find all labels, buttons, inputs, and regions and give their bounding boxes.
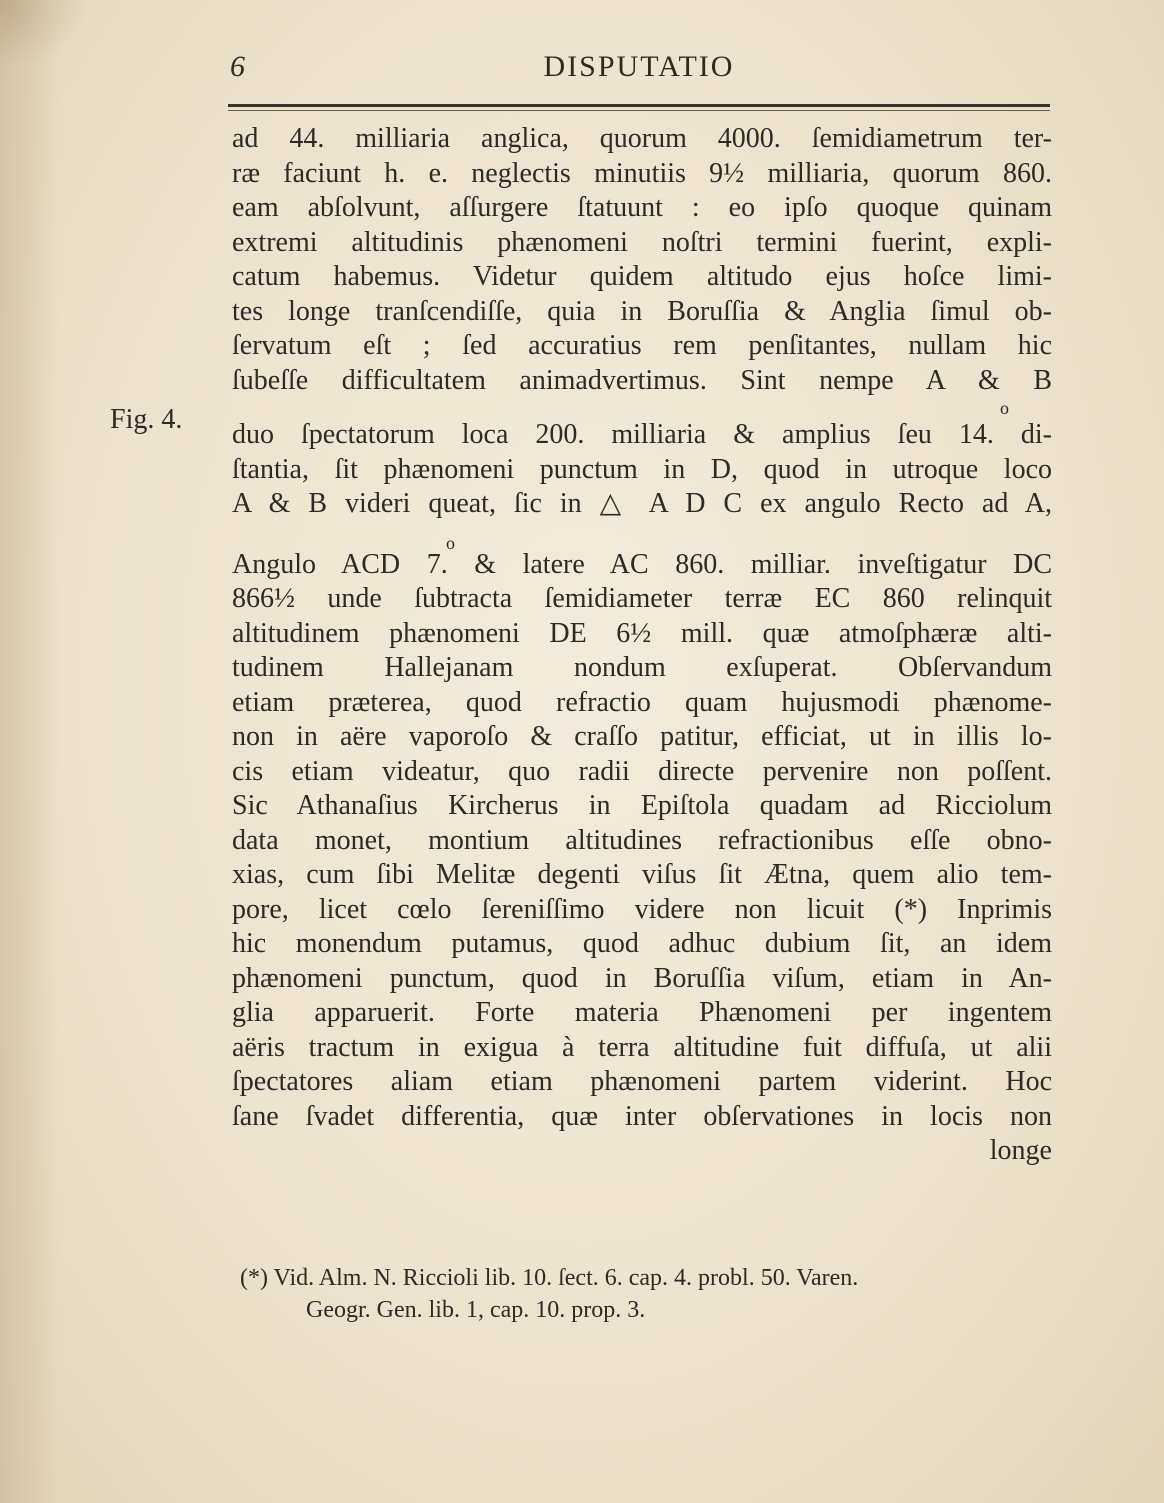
text-line: glia apparuerit. Forte materia Phænomeni per ingentem (232, 997, 1052, 1028)
figure-margin-note: Fig. 4. (110, 404, 183, 435)
text-line: ſane ſvadet differentia, quæ inter obſervationes in locis non (232, 1100, 1052, 1132)
text-line: pore, licet cœlo ſereniſſimo videre non licuit (*) Inprimis (232, 893, 1052, 925)
page-number: 6 (230, 50, 245, 83)
text-line: ſpectatores aliam etiam phænomeni partem viderint. Hoc (232, 1066, 1052, 1097)
running-title: DISPUTATIO (543, 50, 735, 83)
text-line: ſervatum eſt ; ſed accuratius rem penſitantes, nullam hic (232, 330, 1052, 361)
text-line: xias, cum ſibi Melitæ degenti viſus ſit Ætna, quem alio tem- (232, 859, 1052, 890)
text-line: aëris tractum in exigua à terra altitudine fuit diffuſa, ut alii (232, 1031, 1052, 1063)
text-line: A & B videri queat, ſic in △ A D C ex angulo Recto ad A, (232, 488, 1052, 519)
text-line: ræ faciunt h. e. neglectis minutiis 9½ milliaria, quorum 860. (232, 157, 1052, 189)
text-line: cis etiam videatur, quo radii directe pervenire non poſſent. (232, 755, 1052, 787)
footnote-line: Geogr. Gen. lib. 1, cap. 10. prop. 3. (306, 1297, 646, 1323)
text-line: ſubeſſe difficultatem animadvertimus. Sint nempe A & B (232, 364, 1052, 396)
text-line: duo ſpectatorum loca 200. milliaria & amplius ſeu 14. di- (232, 419, 1052, 450)
text-line: Angulo ACD 7. & latere AC 860. milliar. inveſtigatur DC (232, 548, 1052, 580)
text-line: non in aëre vaporoſo & craſſo patitur, efficiat, ut in illis lo- (232, 721, 1052, 752)
text-line: tes longe tranſcendiſſe, quia in Boruſſia & Anglia ſimul ob- (232, 295, 1052, 327)
text-line: hic monendum putamus, quod adhuc dubium ſit, an idem (232, 928, 1052, 959)
text-line: ſtantia, ſit phænomeni punctum in D, quod in utroque loco (232, 453, 1052, 485)
degree-mark: o (1000, 398, 1009, 418)
text-line: altitudinem phænomeni DE 6½ mill. quæ atmoſphæræ alti- (232, 617, 1052, 649)
header-rule (228, 104, 1050, 107)
text-line: extremi altitudinis phænomeni noſtri termini fuerint, expli- (232, 226, 1052, 258)
text-line: ad 44. milliaria anglica, quorum 4000. ſemidiametrum ter- (232, 123, 1052, 154)
text-line: 866½ unde ſubtracta ſemidiameter terræ EC 860 relinquit (232, 583, 1052, 614)
degree-mark-row (232, 522, 1052, 553)
text-line: data monet, montium altitudines refractionibus eſſe obno- (232, 824, 1052, 856)
text-line: etiam præterea, quod refractio quam hujusmodi phænome- (232, 686, 1052, 718)
text-line: phænomeni punctum, quod in Boruſſia viſum, etiam in An- (232, 962, 1052, 994)
text-line: tudinem Hallejanam nondum exſuperat. Obſervandum (232, 652, 1052, 683)
corner-stain (0, 0, 90, 70)
text-line: eam abſolvunt, aſſurgere ſtatuunt : eo ipſo quoque quinam (232, 192, 1052, 223)
text-line: catum habemus. Videtur quidem altitudo ejus hoſce limi- (232, 261, 1052, 292)
page-edge-stain (0, 0, 60, 1503)
body-text (232, 122, 1052, 1169)
catchword: longe (989, 1135, 1052, 1166)
page-header (228, 46, 1050, 90)
header-rule-thin (228, 110, 1050, 111)
text-line: Sic Athanaſius Kircherus in Epiſtola quadam ad Ricciolum (232, 790, 1052, 821)
degree-mark: o (446, 532, 455, 553)
footnote (240, 1262, 1040, 1326)
degree-mark-row (232, 398, 1052, 418)
footnote-line: (*) Vid. Alm. N. Riccioli lib. 10. ſect. 6. cap. 4. probl. 50. Varen. (240, 1265, 859, 1291)
